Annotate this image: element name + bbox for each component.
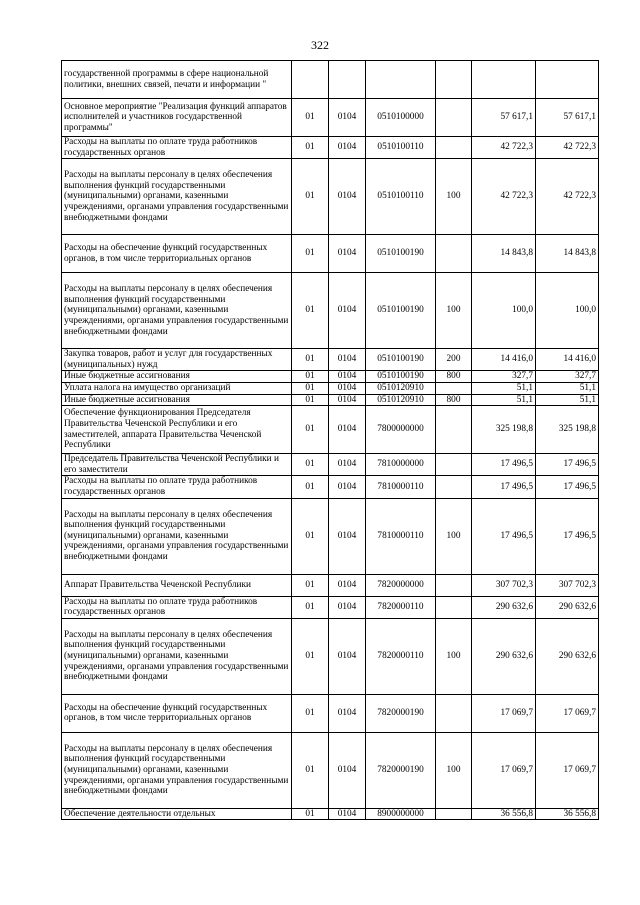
table-row [62, 382, 599, 394]
table-row [62, 498, 599, 574]
table-row [62, 732, 599, 808]
row-name: Иные бюджетные ассигнования [62, 394, 292, 406]
row-target-article: 7820000110 [366, 618, 436, 694]
row-section: 01 [292, 349, 329, 371]
row-name: Расходы на обеспечение функций государственных органов, в том числе территориальных органов [62, 235, 292, 273]
row-subsection: 0104 [329, 137, 366, 159]
row-target-article: 7800000000 [366, 406, 436, 454]
row-subsection: 0104 [329, 159, 366, 235]
row-name: Расходы на обеспечение функций государственных органов, в том числе территориальных органов [62, 694, 292, 732]
row-section: 01 [292, 574, 329, 596]
row-amount-2: 51,1 [536, 382, 599, 394]
row-amount-2: 290 632,6 [536, 618, 599, 694]
row-amount-1: 327,7 [472, 371, 536, 383]
row-amount-1: 290 632,6 [472, 618, 536, 694]
row-amount-1: 42 722,3 [472, 137, 536, 159]
row-expense-type: 100 [436, 498, 472, 574]
row-subsection: 0104 [329, 694, 366, 732]
row-amount-2: 42 722,3 [536, 137, 599, 159]
table-row [62, 574, 599, 596]
row-name: Расходы на выплаты по оплате труда работников государственных органов [62, 596, 292, 618]
row-expense-type [436, 406, 472, 454]
table-row [62, 137, 599, 159]
row-amount-2: 17 496,5 [536, 476, 599, 498]
row-section: 01 [292, 476, 329, 498]
row-expense-type [436, 382, 472, 394]
row-amount-2: 17 069,7 [536, 694, 599, 732]
page-number: 322 [311, 38, 329, 52]
row-target-article: 7810000110 [366, 476, 436, 498]
row-section: 01 [292, 454, 329, 476]
budget-table [61, 60, 599, 820]
row-subsection: 0104 [329, 235, 366, 273]
row-expense-type: 200 [436, 349, 472, 371]
row-expense-type [436, 61, 472, 99]
row-name: Председатель Правительства Чеченской Республики и его заместители [62, 454, 292, 476]
row-section: 01 [292, 159, 329, 235]
row-expense-type: 100 [436, 732, 472, 808]
row-section: 01 [292, 596, 329, 618]
row-amount-1: 14 416,0 [472, 349, 536, 371]
row-expense-type [436, 476, 472, 498]
row-expense-type [436, 596, 472, 618]
row-section: 01 [292, 808, 329, 820]
row-amount-1: 17 496,5 [472, 498, 536, 574]
row-amount-2: 327,7 [536, 371, 599, 383]
row-name: Аппарат Правительства Чеченской Республики [62, 574, 292, 596]
row-target-article: 7820000000 [366, 574, 436, 596]
table-row [62, 349, 599, 371]
row-amount-2: 14 843,8 [536, 235, 599, 273]
row-amount-1: 100,0 [472, 273, 536, 349]
row-amount-1: 51,1 [472, 394, 536, 406]
row-amount-2 [536, 61, 599, 99]
table-row [62, 273, 599, 349]
row-target-article: 0510100110 [366, 159, 436, 235]
row-amount-2: 57 617,1 [536, 99, 599, 137]
row-subsection: 0104 [329, 618, 366, 694]
row-name: Расходы на выплаты персоналу в целях обеспечения выполнения функций государственными (муниципальными) органами, казенными учреждениями, органами управления государственными внебюджетными фондами [62, 273, 292, 349]
row-section: 01 [292, 694, 329, 732]
row-expense-type [436, 694, 472, 732]
row-section: 01 [292, 732, 329, 808]
row-target-article: 7810000110 [366, 498, 436, 574]
row-section: 01 [292, 394, 329, 406]
row-amount-2: 17 496,5 [536, 454, 599, 476]
row-subsection: 0104 [329, 574, 366, 596]
row-subsection: 0104 [329, 394, 366, 406]
table-row [62, 99, 599, 137]
row-name: Расходы на выплаты по оплате труда работников государственных органов [62, 476, 292, 498]
row-target-article: 0510120910 [366, 382, 436, 394]
row-amount-1: 51,1 [472, 382, 536, 394]
row-name: государственной программы в сфере национальной политики, внешних связей, печати и информации " [62, 61, 292, 99]
row-subsection: 0104 [329, 596, 366, 618]
table-row [62, 371, 599, 383]
row-amount-1: 14 843,8 [472, 235, 536, 273]
row-section [292, 61, 329, 99]
row-name: Обеспечение деятельности отдельных [62, 808, 292, 820]
row-expense-type: 100 [436, 159, 472, 235]
table-row [62, 406, 599, 454]
row-subsection [329, 61, 366, 99]
row-expense-type: 100 [436, 618, 472, 694]
table-row [62, 394, 599, 406]
row-section: 01 [292, 371, 329, 383]
row-amount-2: 14 416,0 [536, 349, 599, 371]
row-section: 01 [292, 273, 329, 349]
row-amount-1: 17 069,7 [472, 732, 536, 808]
row-amount-1: 17 496,5 [472, 476, 536, 498]
row-amount-1: 17 069,7 [472, 694, 536, 732]
row-target-article: 7820000110 [366, 596, 436, 618]
table-row [62, 476, 599, 498]
row-section: 01 [292, 235, 329, 273]
row-amount-1: 307 702,3 [472, 574, 536, 596]
row-subsection: 0104 [329, 371, 366, 383]
row-expense-type: 800 [436, 371, 472, 383]
row-amount-2: 325 198,8 [536, 406, 599, 454]
row-target-article: 0510100190 [366, 273, 436, 349]
row-section: 01 [292, 406, 329, 454]
row-expense-type [436, 235, 472, 273]
row-subsection: 0104 [329, 406, 366, 454]
row-subsection: 0104 [329, 349, 366, 371]
table-row [62, 694, 599, 732]
row-expense-type: 100 [436, 273, 472, 349]
row-name: Иные бюджетные ассигнования [62, 371, 292, 383]
row-section: 01 [292, 382, 329, 394]
row-subsection: 0104 [329, 454, 366, 476]
row-amount-2: 307 702,3 [536, 574, 599, 596]
row-expense-type [436, 454, 472, 476]
row-name: Расходы на выплаты персоналу в целях обеспечения выполнения функций государственными (муниципальными) органами, казенными учреждениями, органами управления государственными внебюджетными фондами [62, 159, 292, 235]
row-subsection: 0104 [329, 498, 366, 574]
row-target-article: 0510100000 [366, 99, 436, 137]
table-row [62, 61, 599, 99]
row-section: 01 [292, 498, 329, 574]
row-amount-1: 17 496,5 [472, 454, 536, 476]
row-target-article: 0510100190 [366, 349, 436, 371]
table-row [62, 235, 599, 273]
row-name: Расходы на выплаты персоналу в целях обеспечения выполнения функций государственными (муниципальными) органами, казенными учреждениями, органами управления государственными внебюджетными фондами [62, 732, 292, 808]
table-row [62, 618, 599, 694]
row-amount-2: 36 556,8 [536, 808, 599, 820]
row-amount-1: 57 617,1 [472, 99, 536, 137]
row-amount-1: 36 556,8 [472, 808, 536, 820]
row-target-article: 0510100110 [366, 137, 436, 159]
row-subsection: 0104 [329, 808, 366, 820]
row-name: Расходы на выплаты персоналу в целях обеспечения выполнения функций государственными (муниципальными) органами, казенными учреждениями, органами управления государственными внебюджетными фондами [62, 498, 292, 574]
row-amount-1 [472, 61, 536, 99]
row-amount-1: 290 632,6 [472, 596, 536, 618]
row-subsection: 0104 [329, 99, 366, 137]
row-target-article [366, 61, 436, 99]
table-row [62, 159, 599, 235]
row-expense-type: 800 [436, 394, 472, 406]
row-amount-2: 51,1 [536, 394, 599, 406]
row-target-article: 0510100190 [366, 371, 436, 383]
row-amount-1: 325 198,8 [472, 406, 536, 454]
row-target-article: 7820000190 [366, 732, 436, 808]
row-name: Основное мероприятие "Реализация функций аппаратов исполнителей и участников государственной программы" [62, 99, 292, 137]
row-name: Расходы на выплаты по оплате труда работников государственных органов [62, 137, 292, 159]
row-name: Обеспечение функционирования Председателя Правительства Чеченской Республики и его заместителей, аппарата Правительства Чеченской Республики [62, 406, 292, 454]
row-amount-2: 42 722,3 [536, 159, 599, 235]
row-subsection: 0104 [329, 382, 366, 394]
row-amount-2: 290 632,6 [536, 596, 599, 618]
row-amount-1: 42 722,3 [472, 159, 536, 235]
row-target-article: 8900000000 [366, 808, 436, 820]
table-row [62, 454, 599, 476]
row-section: 01 [292, 99, 329, 137]
row-expense-type [436, 808, 472, 820]
row-subsection: 0104 [329, 273, 366, 349]
row-subsection: 0104 [329, 476, 366, 498]
table-body [62, 61, 599, 820]
row-target-article: 0510120910 [366, 394, 436, 406]
row-name: Закупка товаров, работ и услуг для государственных (муниципальных) нужд [62, 349, 292, 371]
row-target-article: 7810000000 [366, 454, 436, 476]
table-row [62, 808, 599, 820]
row-amount-2: 100,0 [536, 273, 599, 349]
row-target-article: 0510100190 [366, 235, 436, 273]
row-name: Уплата налога на имущество организаций [62, 382, 292, 394]
row-expense-type [436, 137, 472, 159]
table-row [62, 596, 599, 618]
row-subsection: 0104 [329, 732, 366, 808]
row-section: 01 [292, 137, 329, 159]
row-expense-type [436, 574, 472, 596]
row-target-article: 7820000190 [366, 694, 436, 732]
row-amount-2: 17 496,5 [536, 498, 599, 574]
row-amount-2: 17 069,7 [536, 732, 599, 808]
row-expense-type [436, 99, 472, 137]
row-name: Расходы на выплаты персоналу в целях обеспечения выполнения функций государственными (муниципальными) органами, казенными учреждениями, органами управления государственными внебюджетными фондами [62, 618, 292, 694]
row-section: 01 [292, 618, 329, 694]
